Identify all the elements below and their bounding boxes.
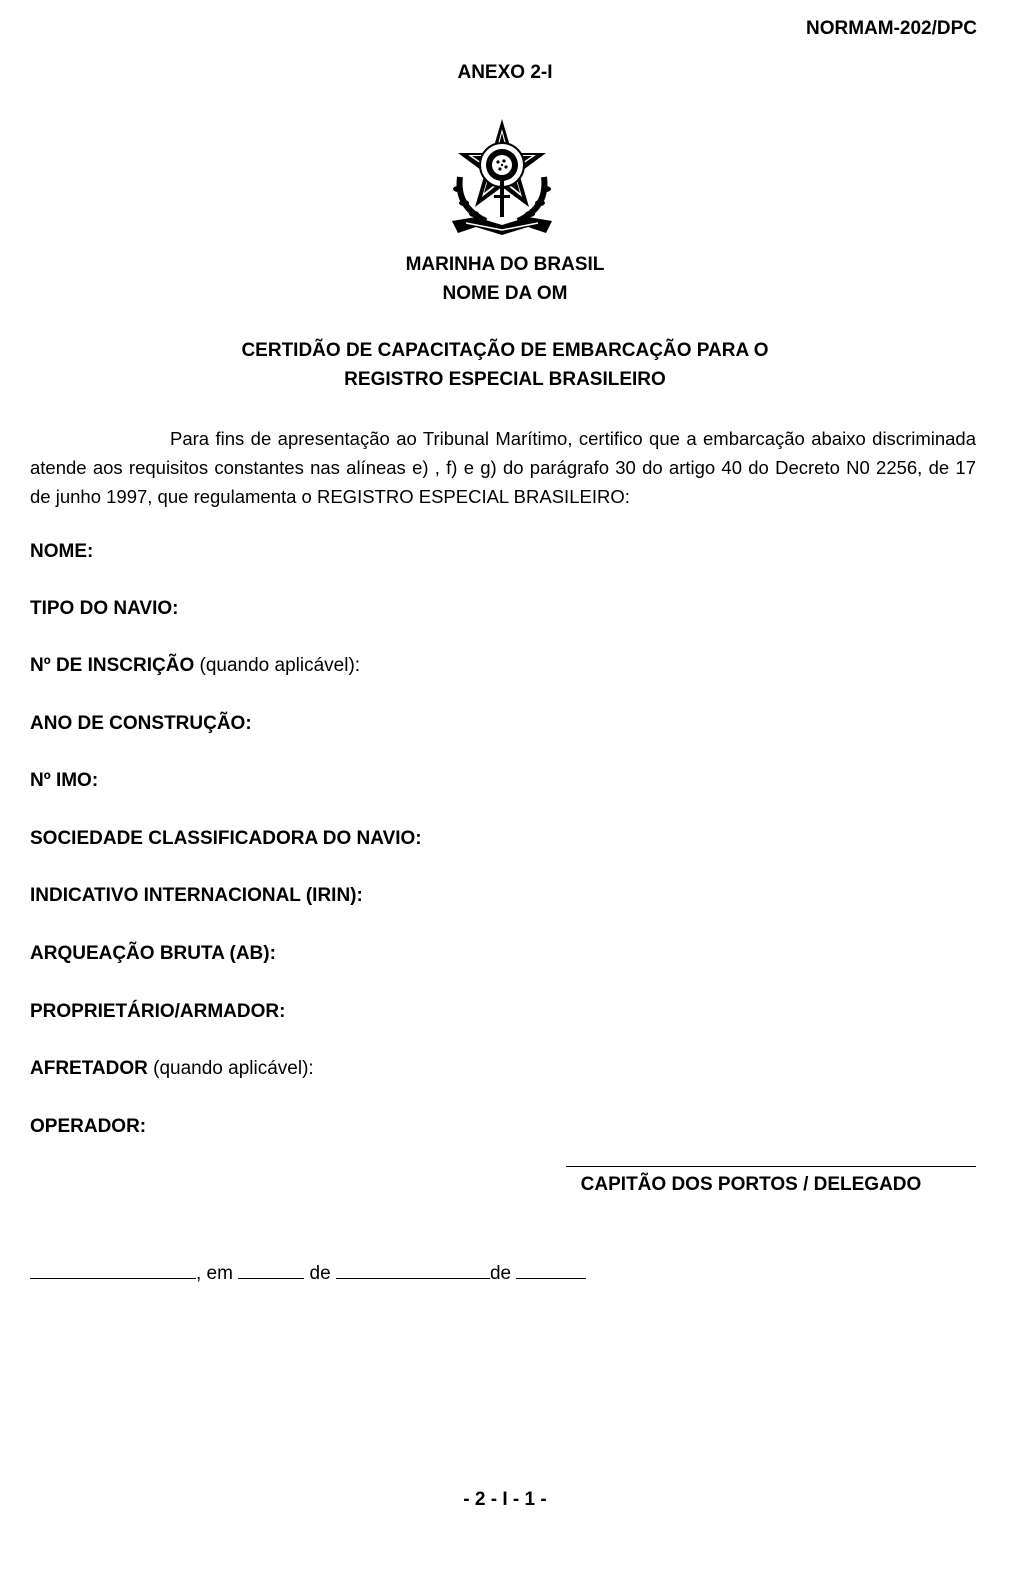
field-label: INDICATIVO INTERNACIONAL (IRIN): [30, 885, 363, 906]
date-de-text-1: de [309, 1263, 331, 1284]
field-label: TIPO DO NAVIO: [30, 598, 179, 619]
document-code: NORMAM-202/DPC [805, 18, 977, 39]
field-label: Nº DE INSCRIÇÃO [30, 655, 195, 676]
field-classification-society [30, 828, 422, 850]
signature-line [566, 1166, 976, 1167]
intro-paragraph: Para fins de apresentação ao Tribunal Marítimo, certifico que a embarcação abaixo discriminada atende aos requisitos constantes nas alíneas e) , f) e g) do parágrafo 30 do artigo 40 do Decreto N0 2256, de 17 de junho 1997, que regulamenta o REGISTRO ESPECIAL BRASILEIRO: [30, 428, 976, 507]
field-charterer [30, 1058, 314, 1080]
field-construction-year [30, 713, 252, 735]
certificate-title-line1: CERTIDÃO DE CAPACITAÇÃO DE EMBARCAÇÃO PARA O [241, 340, 769, 361]
field-note: (quando aplicável): [147, 1058, 314, 1079]
date-de-text-2: de [489, 1263, 512, 1284]
field-operator [30, 1116, 146, 1138]
page-number: - 2 - I - 1 - [463, 1489, 547, 1510]
field-label: AFRETADOR [30, 1058, 148, 1079]
field-registration-number [30, 655, 360, 677]
field-label: ANO DE CONSTRUÇÃO: [30, 713, 252, 734]
field-label: OPERADOR: [30, 1116, 147, 1137]
field-note: (quando aplicável): [194, 655, 361, 676]
field-imo-number [30, 770, 98, 792]
field-ship-type [30, 598, 178, 620]
signature-label: CAPITÃO DOS PORTOS / DELEGADO [580, 1174, 922, 1195]
day-blank [238, 1260, 304, 1279]
certificate-title-line2: REGISTRO ESPECIAL BRASILEIRO [344, 369, 666, 390]
organization-name: MARINHA DO BRASIL [405, 254, 605, 275]
field-label: Nº IMO: [30, 770, 99, 791]
year-blank [516, 1260, 586, 1279]
field-label: ARQUEAÇÃO BRUTA (AB): [30, 943, 276, 964]
place-blank [30, 1260, 196, 1279]
field-gross-tonnage [30, 943, 276, 965]
organization-unit: NOME DA OM [442, 283, 568, 304]
field-label: NOME: [30, 541, 94, 562]
field-owner [30, 1001, 285, 1023]
date-em-text: , em [196, 1263, 233, 1284]
annex-label: ANEXO 2-I [457, 62, 553, 83]
field-international-call-sign [30, 885, 363, 907]
month-blank [336, 1260, 490, 1279]
brazil-coat-of-arms-icon [446, 117, 558, 241]
date-line [30, 1260, 586, 1285]
field-label: SOCIEDADE CLASSIFICADORA DO NAVIO: [30, 828, 422, 849]
field-label: PROPRIETÁRIO/ARMADOR: [30, 1001, 286, 1022]
field-name [30, 541, 93, 563]
